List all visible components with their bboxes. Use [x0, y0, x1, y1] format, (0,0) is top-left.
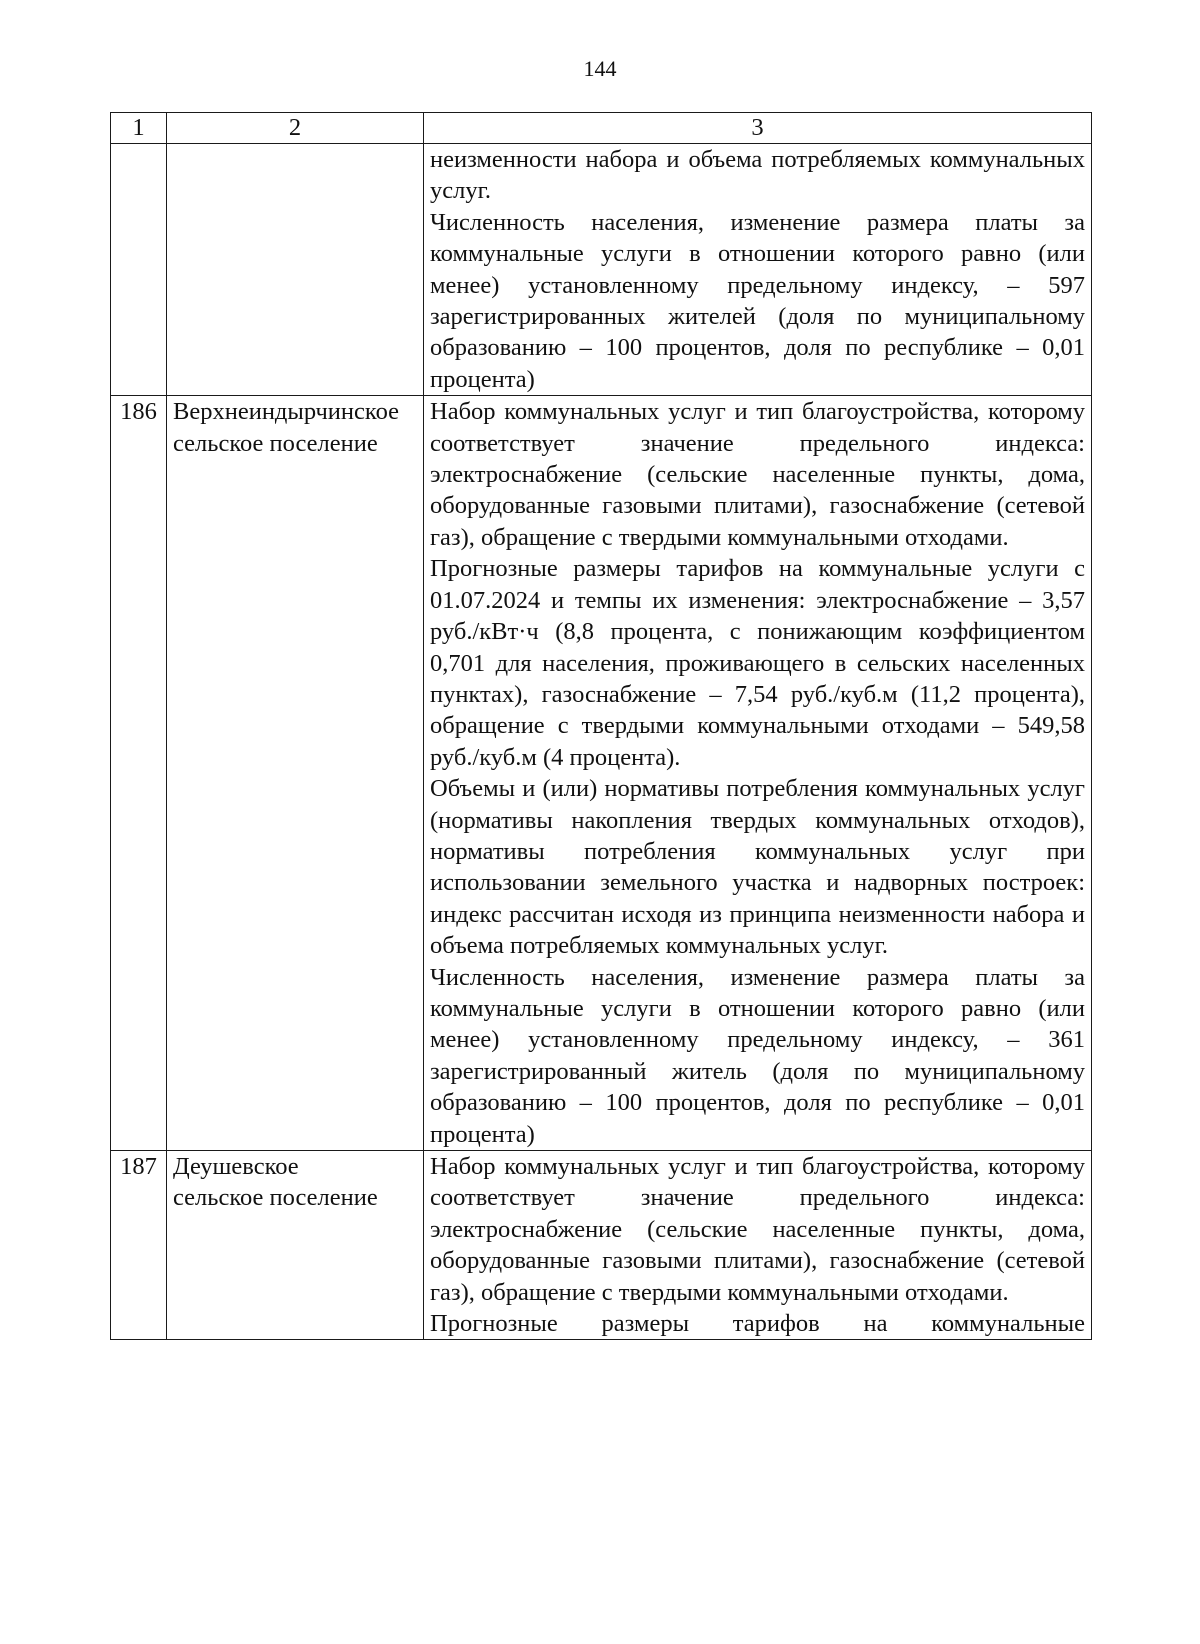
municipality-name-cell	[167, 144, 424, 396]
municipality-name-line-2: сельское поселение	[173, 1184, 378, 1212]
paragraph: Набор коммунальных услуг и тип благоустройства, которому соответствует значение предельного индекса: электроснабжение (сельские населенные пункты, дома, оборудованные газовыми плитами), газоснабжение (сетевой газ), обращение с твердыми коммунальными отходами.	[430, 1153, 1085, 1306]
column-header-2: 2	[167, 113, 424, 144]
paragraph: Численность населения, изменение размера платы за коммунальные услуги в отношении которого равно (или менее) установленному предельному индексу, – 361 зарегистрированный житель (доля по муниципальному образованию – 100 процентов, доля по республике – 0,01 процента)	[430, 963, 1085, 1148]
column-header-3: 3	[424, 113, 1092, 144]
municipality-name-line-1: Верхнеиндырчинское	[173, 398, 399, 426]
row-number: 186	[111, 396, 167, 1151]
description-cell	[424, 144, 1092, 396]
table-row-187	[111, 1151, 1092, 1340]
municipality-name-line-1: Деушевское	[173, 1153, 299, 1180]
description-cell	[424, 1151, 1092, 1340]
paragraph: Набор коммунальных услуг и тип благоустройства, которому соответствует значение предельного индекса: электроснабжение (сельские населенные пункты, дома, оборудованные газовыми плитами), газоснабжение (сетевой газ), обращение с твердыми коммунальными отходами.	[430, 398, 1085, 551]
paragraph: Численность населения, изменение размера платы за коммунальные услуги в отношении которого равно (или менее) установленному предельному индексу, – 597 зарегистрированных жителей (доля по муниципальному образованию – 100 процентов, доля по республике – 0,01 процента)	[430, 208, 1085, 393]
description-cell	[424, 396, 1092, 1151]
paragraph: Объемы и (или) нормативы потребления коммунальных услуг (нормативы накопления твердых коммунальных отходов), нормативы потребления коммунальных услуг при использовании земельного участка и надворных построек: индекс рассчитан исходя из принципа неизменности набора и объема потребляемых коммунальных услуг.	[430, 775, 1085, 960]
paragraph: неизменности набора и объема потребляемых коммунальных услуг.	[430, 146, 1085, 205]
municipality-name	[167, 396, 424, 1151]
table-row-186	[111, 396, 1092, 1151]
document-table	[110, 112, 1092, 1340]
page-number: 144	[583, 56, 617, 81]
municipality-name	[167, 1151, 424, 1340]
paragraph: Прогнозные размеры тарифов на коммунальные	[430, 1310, 1085, 1338]
row-number-cell	[111, 144, 167, 396]
row-number: 187	[111, 1151, 167, 1340]
table-row-continuation	[111, 144, 1092, 396]
municipality-name-line-2: сельское поселение	[173, 429, 378, 457]
table-header-row	[111, 113, 1092, 144]
paragraph: Прогнозные размеры тарифов на коммунальные услуги с 01.07.2024 и темпы их изменения: электроснабжение – 3,57 руб./кВт·ч (8,8 процента, с понижающим коэффициентом 0,701 для населения, проживающего в сельских населенных пунктах), газоснабжение – 7,54 руб./куб.м (11,2 процента), обращение с твердыми коммунальными отходами – 549,58 руб./куб.м (4 процента).	[430, 555, 1085, 771]
column-header-1: 1	[111, 113, 167, 144]
